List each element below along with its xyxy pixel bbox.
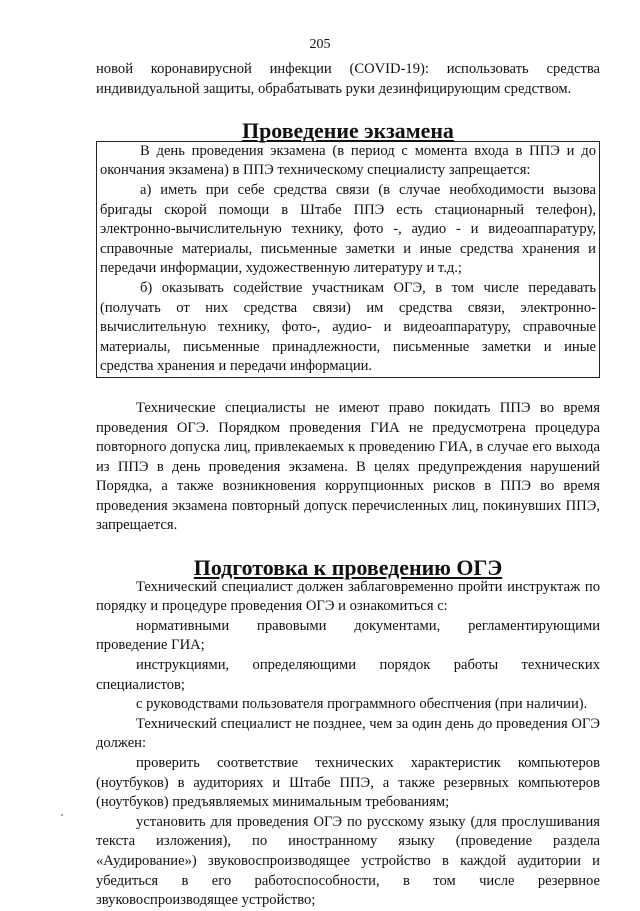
intro-paragraph: новой коронавирусной инфекции (COVID-19): использовать средства индивидуальной защиты, обрабатывать руки дезинфицирующим средством. [96, 61, 600, 97]
section-heading-preparation: Подготовка к проведению ОГЭ [193, 555, 503, 581]
restrictions-box [96, 141, 600, 378]
body-paragraph: Технический специалист должен заблаговременно пройти инструктаж по порядку и процедуре проведения ОГЭ и ознакомиться с: [96, 578, 600, 615]
section-heading-exam: Проведение экзамена [242, 118, 454, 144]
readmission-paragraph: Технические специалисты не имеют право покидать ППЭ во время проведения ОГЭ. Порядком проведения ГИА не предусмотрена процедура повторного допуска лиц, привлекаемых к проведению ГИА, в случае его выхода из ППЭ в день проведения экзамена. В целях предупреждения нарушений Порядка, а также возникновения коррупционных рисков в ППЭ во время проведения экзамена повторный допуск перечисленных лиц, покинувших ППЭ, запрещается. [96, 399, 600, 534]
box-paragraph: а) иметь при себе средства связи (в случае необходимости вызова бригады скорой помощи в Штабе ППЭ есть стационарный телефон), электронно-вычислительную технику, фото -, аудио - и видеоаппаратуру, справочные материалы, письменные заметки и иные средства хранения и передачи информации, художественную литературу и т.д.; [100, 181, 596, 277]
list-item: с руководствами пользователя программного обеспчения (при наличии). [136, 696, 588, 713]
document-body [96, 60, 600, 911]
scan-artifact [61, 814, 63, 816]
body-paragraph: Технический специалист не позднее, чем за один день до проведения ОГЭ должен: [96, 715, 600, 752]
page-number: 205 [309, 37, 331, 52]
box-paragraph: В день проведения экзамена (в период с момента входа в ППЭ и до окончания экзамена) в ППЭ техническому специалисту запрещается: [100, 142, 596, 179]
box-paragraph: б) оказывать содействие участникам ОГЭ, в том числе передавать (получать от них средства связи) им средства связи, электронно-вычислительную технику, фото-, аудио- и видеоаппаратуру, справочные материалы, письменные принадлежности, письменные заметки и иные средства хранения и передачи информации. [100, 279, 596, 375]
list-item: проверить соответствие технических характеристик компьютеров (ноутбуков) в аудиториях и Штабе ППЭ, а также резервных компьютеров (ноутбуков) предъявляемых минимальным требованиям; [96, 755, 600, 811]
list-item: установить для проведения ОГЭ по русскому языку (для прослушивания текста изложения), по иностранному языку (проведение раздела «Аудирование») звуковоспроизводящее устройство в каждой аудитории и убедиться в его работоспособности, в том числе резервное звуковоспроизводящее устройство; [96, 813, 600, 909]
list-item: инструкциями, определяющими порядок работы технических специалистов; [96, 657, 600, 693]
list-item: нормативными правовыми документами, регламентирующими проведение ГИА; [96, 617, 600, 654]
